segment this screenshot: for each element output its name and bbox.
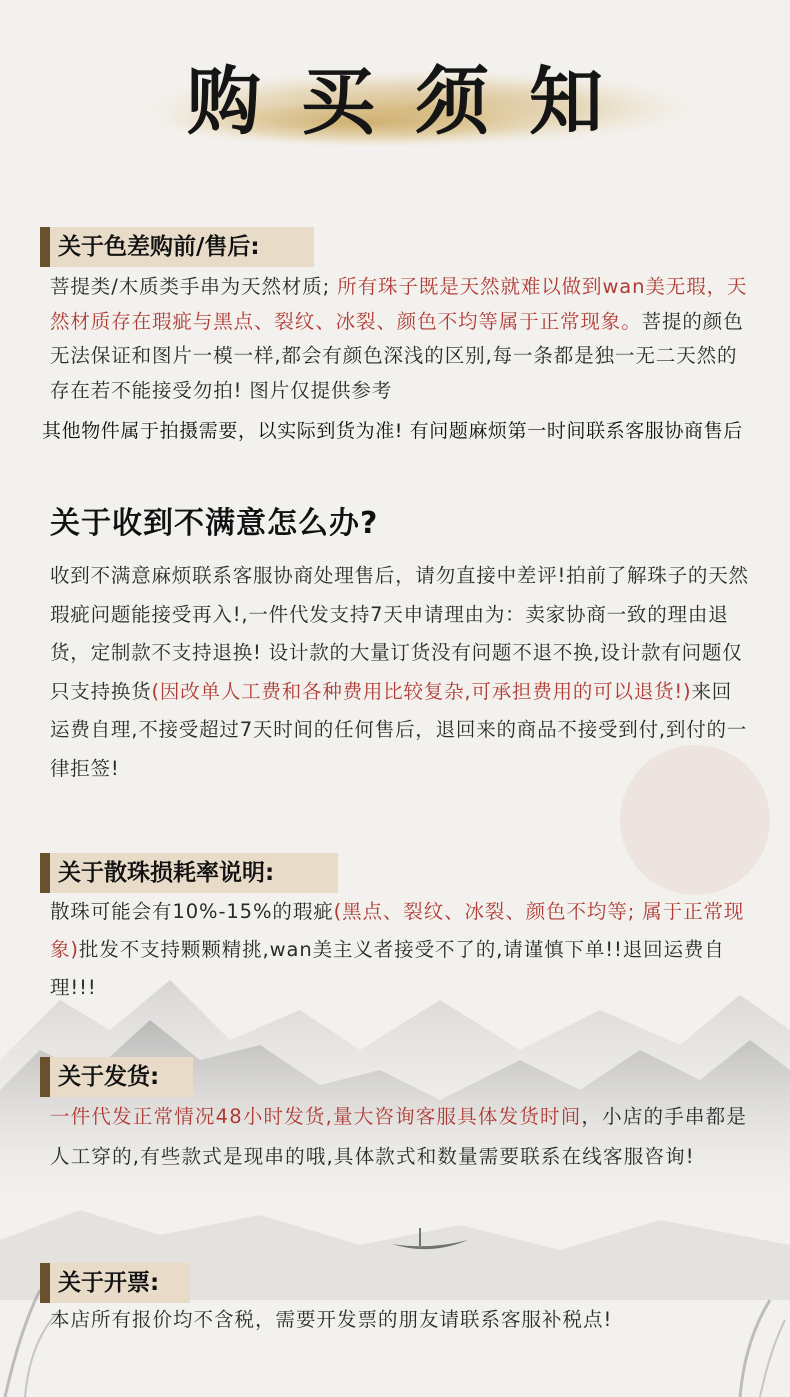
section-body-color-difference [50,270,750,409]
section-body-invoice [50,1302,750,1338]
text-segment: 菩提的颜色无法保证和图片一模一样,都会有颜色深浅的区别,每一条都是独一无二天然的存在若不能接受勿拍! 图片仅提供参考 [50,309,744,403]
section-tag-shipping: 关于发货: [40,1057,193,1097]
section-note-color-difference: 其他物件属于拍摄需要，以实际到货为准! 有问题麻烦第一时间联系客服协商售后 [42,420,743,442]
section-body-shipping [50,1097,750,1177]
section-tag-invoice: 关于开票: [40,1263,190,1303]
page-title: 购买须知 [187,59,643,145]
section-heading-unsatisfied: 关于收到不满意怎么办? [50,506,379,541]
section-tag-color-difference: 关于色差购前/售后: [40,227,314,267]
section-body-loose-beads [50,893,750,1007]
text-segment-highlight: (因改单人工费和各种费用比较复杂,可承担费用的可以退货!) [151,679,692,703]
text-segment: 来回运费自理,不接受超过7天时间的任何售后，退回来的商品不接受到付,到付的一律拒签! [50,679,748,780]
text-segment: 散珠可能会有10%-15%的瑕疵 [50,900,334,923]
section-tag-loose-beads: 关于散珠损耗率说明: [40,853,338,893]
text-segment-highlight: 所有珠子既是天然就难以做到wan美无瑕，天然材质存在瑕疵与黑点、裂纹、冰裂、颜色不均等属于正常现象。 [50,275,748,333]
text-segment: 本店所有报价均不含税，需要开发票的朋友请联系客服补税点! [50,1308,613,1331]
text-segment-highlight: 一件代发正常情况48小时发货,量大咨询客服具体发货时间 [50,1105,582,1128]
text-segment: 菩提类/木质类手串为天然材质; [50,275,338,298]
text-segment: ，小店的手串都是人工穿的,有些款式是现串的哦,具体款式和数量需要联系在线客服咨询! [50,1105,748,1168]
text-segment-highlight: (黑点、裂纹、冰裂、颜色不均等; 属于正常现象) [50,900,745,961]
section-body-unsatisfied [50,557,750,789]
text-segment: 收到不满意麻烦联系客服协商处理售后，请勿直接中差评!拍前了解珠子的天然瑕疵问题能接受再入!,一件代发支持7天申请理由为：卖家协商一致的理由退货，定制款不支持退换! 设计款的大量订货没有问题不退不换,设计款有问题仅只支持换货 [50,564,749,703]
text-segment: 批发不支持颗颗精挑,wan美主义者接受不了的,请谨慎下单!!退回运费自理!!! [50,938,725,999]
